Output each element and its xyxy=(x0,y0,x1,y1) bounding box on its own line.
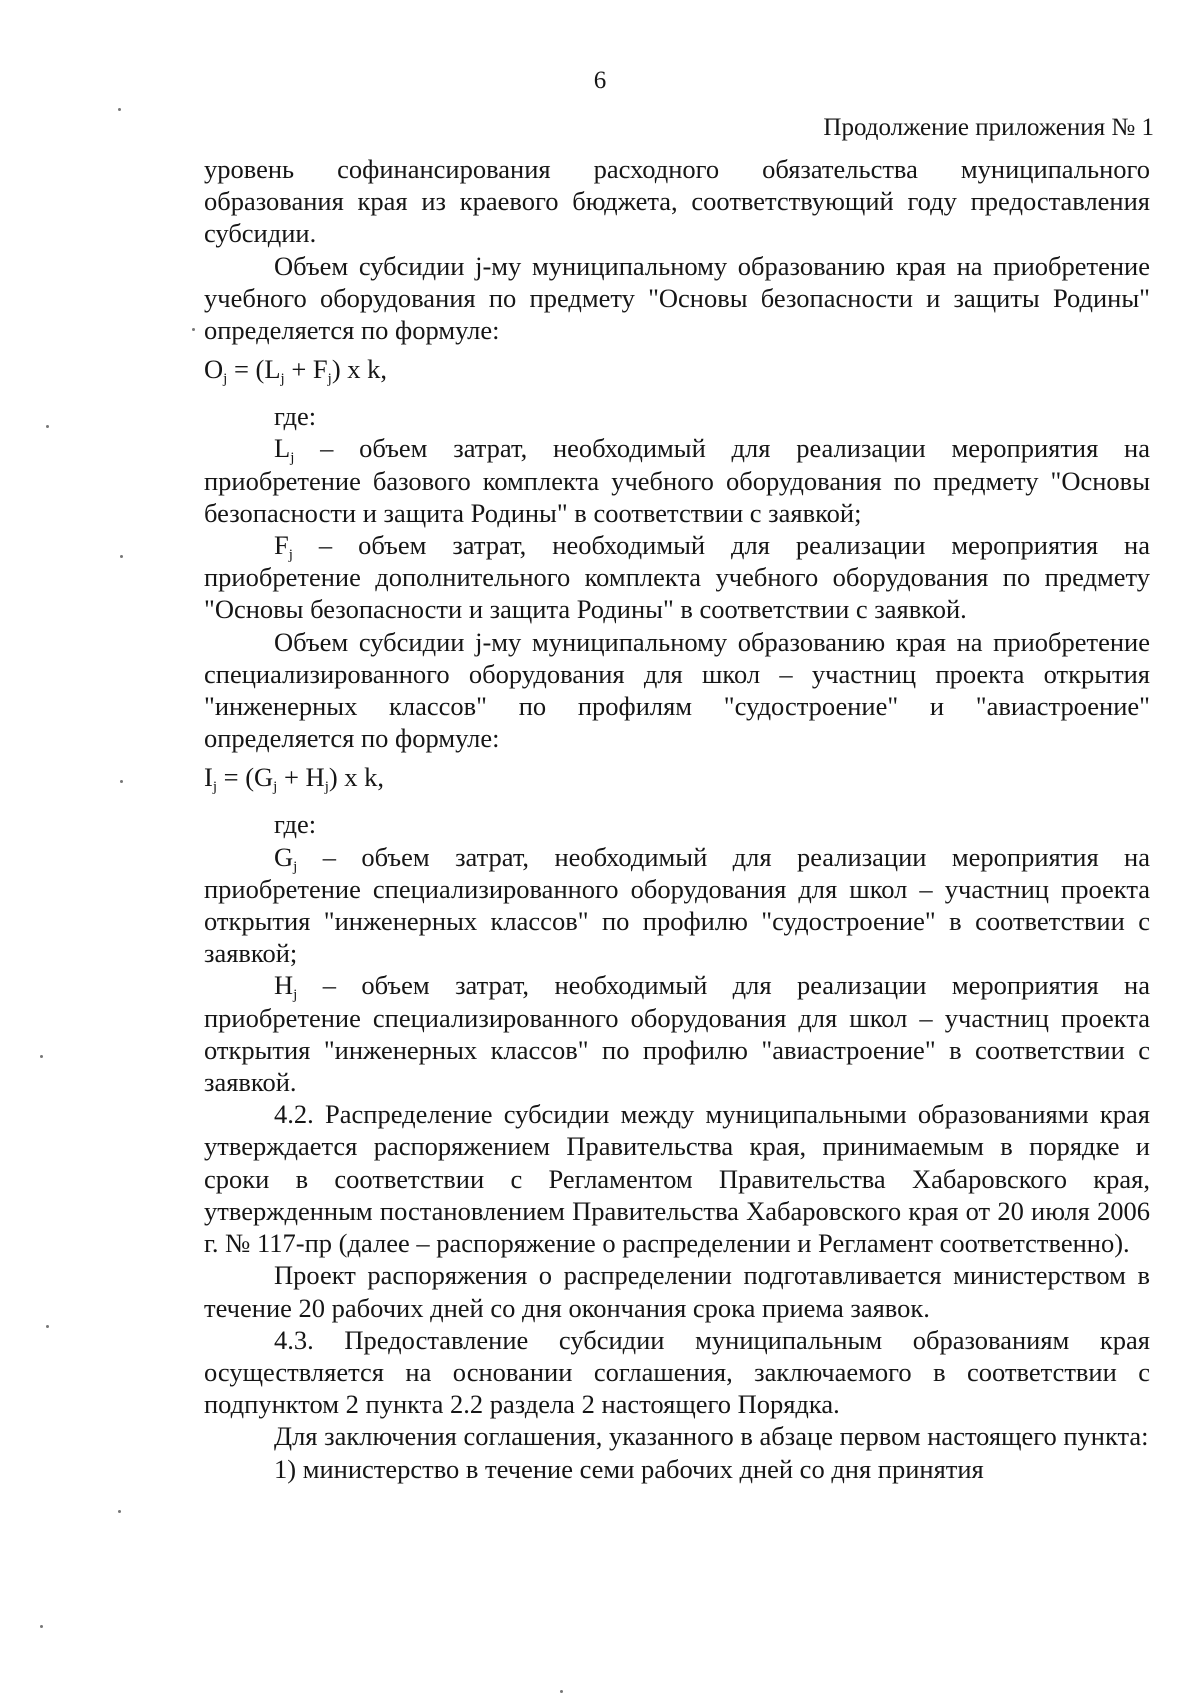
formula-operator: + xyxy=(277,762,306,793)
definition-l xyxy=(204,432,1150,529)
definition-text: – объем затрат, необходимый для реализации мероприятия на приобретение дополнительного комплекта учебного оборудования по предмету "Основы безопасности и защита Родины" в соответствии с заявкой. xyxy=(204,530,1150,625)
definition-h xyxy=(204,969,1150,1098)
definition-text: – объем затрат, необходимый для реализации мероприятия на приобретение специализированного оборудования для школ – участниц проекта открытия "инженерных классов" по профилю "судостроение" в соответствии с заявкой; xyxy=(204,841,1150,969)
variable-subscript: j xyxy=(288,547,293,564)
paragraph: Для заключения соглашения, указанного в абзаце первом настоящего пункта: xyxy=(274,1421,1149,1452)
scan-speck xyxy=(560,1690,563,1693)
formula-term: F xyxy=(312,354,328,385)
definition-f xyxy=(204,529,1150,626)
scan-speck xyxy=(120,780,123,783)
variable-subscript: j xyxy=(293,987,298,1004)
formula-operator: ) x k, xyxy=(328,762,385,793)
formula-operator: ) x k, xyxy=(331,354,388,385)
appendix-continuation-label: Продолжение приложения № 1 xyxy=(823,114,1154,141)
scan-speck xyxy=(46,1325,49,1328)
document-body xyxy=(204,153,1150,1485)
formula-term: H xyxy=(305,762,325,793)
variable-symbol: F xyxy=(274,530,289,561)
paragraph: Проект распоряжения о распределении подготавливается министерством в течение 20 рабочих дней со дня окончания срока приема заявок. xyxy=(204,1260,1150,1323)
formula-subscript: j xyxy=(223,371,228,388)
formula-lhs: I xyxy=(204,762,213,793)
variable-symbol: G xyxy=(274,841,294,872)
paragraph: уровень софинансирования расходного обязательства муниципального образования края из краевого бюджета, соответствующий году предоставления субсидии. xyxy=(204,154,1150,249)
formula-lhs: O xyxy=(204,354,224,385)
definition-text: – объем затрат, необходимый для реализации мероприятия на приобретение специализированного оборудования для школ – участниц проекта открытия "инженерных классов" по профилю "авиастроение" в соответствии с заявкой. xyxy=(204,970,1150,1098)
formula-o xyxy=(204,352,1150,386)
formula-term: G xyxy=(254,762,274,793)
scan-speck xyxy=(118,1510,121,1513)
paragraph: 4.2. Распределение субсидии между муниципальными образованиями края утверждается распоряжением Правительства края, принимаемым в порядке и сроки в соответствии с Регламентом Правительства Хабаровского края, утвержденным постановлением Правительства Хабаровского края от 20 июля 2006 г. № 117-пр (далее – распоряжение о распределении и Регламент соответственно). xyxy=(204,1099,1150,1259)
formula-subscript: j xyxy=(327,371,332,388)
formula-subscript: j xyxy=(212,779,217,796)
formula-term: L xyxy=(264,354,281,385)
formula-subscript: j xyxy=(280,371,285,388)
scan-speck xyxy=(46,425,49,428)
definition-g xyxy=(204,841,1150,970)
variable-symbol: H xyxy=(274,970,294,1001)
scan-speck xyxy=(118,108,121,111)
scan-speck xyxy=(192,328,195,331)
variable-symbol: L xyxy=(274,433,291,464)
paragraph: Объем субсидии j-му муниципальному образованию края на приобретение учебного оборудования по предмету "Основы безопасности и защиты Родины" определяется по формуле: xyxy=(204,250,1150,346)
paragraph: 1) министерство в течение семи рабочих дней со дня принятия xyxy=(274,1453,984,1484)
formula-operator: + xyxy=(284,354,313,385)
formula-operator: = ( xyxy=(227,354,265,385)
variable-subscript: j xyxy=(290,450,295,467)
formula-subscript: j xyxy=(273,779,278,796)
definition-text: – объем затрат, необходимый для реализации мероприятия на приобретение базового комплекта учебного оборудования по предмету "Основы безопасности и защита Родины" в соответствии с заявкой; xyxy=(204,433,1150,528)
scan-speck xyxy=(40,1055,43,1058)
formula-subscript: j xyxy=(324,779,329,796)
formula-operator: = ( xyxy=(217,762,255,793)
where-label: где: xyxy=(274,401,317,432)
scan-speck xyxy=(120,555,123,558)
variable-subscript: j xyxy=(293,858,298,875)
page-number: 6 xyxy=(593,67,607,94)
scan-speck xyxy=(40,1625,43,1628)
formula-i xyxy=(204,760,1150,794)
paragraph: Объем субсидии j-му муниципальному образованию края на приобретение специализированного оборудования для школ – участниц проекта открытия "инженерных классов" по профилям "судостроение" и "авиастроение" определяется по формуле: xyxy=(204,626,1150,754)
paragraph: 4.3. Предоставление субсидии муниципальным образованиям края осуществляется на основании соглашения, заключаемого в соответствии с подпунктом 2 пункта 2.2 раздела 2 настоящего Порядка. xyxy=(204,1324,1150,1420)
where-label: где: xyxy=(274,809,317,840)
